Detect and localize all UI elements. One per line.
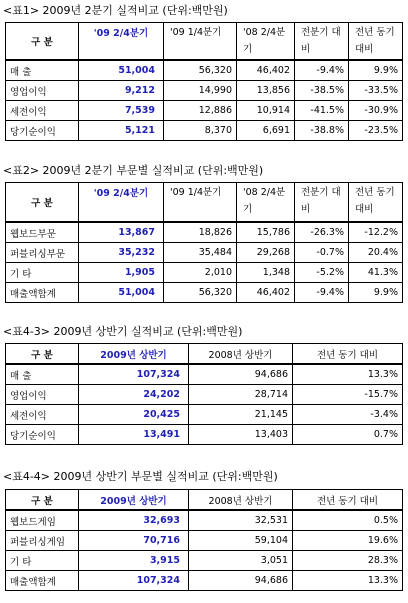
table4-header-row [6, 490, 403, 511]
cell: 18,826 [164, 222, 237, 243]
cell: 32,531 [189, 510, 293, 531]
current-value: 51,004 [79, 283, 164, 303]
row-label: 세전이익 [6, 101, 79, 121]
table1 [5, 22, 403, 141]
table-row [6, 263, 403, 283]
cell: -3.4% [293, 405, 403, 425]
table-row [6, 385, 403, 405]
cell: 6,691 [237, 121, 295, 141]
cell: -26.3% [295, 222, 349, 243]
table2-header-yoy: 전년 동기 대비 [349, 183, 403, 223]
row-label: 세전이익 [6, 405, 79, 425]
row-label: 기 타 [6, 263, 79, 283]
current-value: 20,425 [79, 405, 189, 425]
table-row [6, 364, 403, 385]
table-row [6, 551, 403, 571]
cell: 10,914 [237, 101, 295, 121]
current-value: 35,232 [79, 243, 164, 263]
table-row [6, 243, 403, 263]
cell: 0.5% [293, 510, 403, 531]
table2 [5, 182, 403, 303]
cell: 13.3% [293, 364, 403, 385]
table1-header-current: '09 2/4분기 [79, 23, 164, 61]
cell: -9.4% [295, 60, 349, 81]
cell: 41.3% [349, 263, 403, 283]
cell: -41.5% [295, 101, 349, 121]
cell: 29,268 [237, 243, 295, 263]
table4-header-current: 2009년 상반기 [79, 490, 189, 511]
cell: 28.3% [293, 551, 403, 571]
current-value: 9,212 [79, 81, 164, 101]
cell: -38.5% [295, 81, 349, 101]
table3-header-category: 구 분 [6, 344, 79, 365]
cell: 94,686 [189, 571, 293, 591]
table4-caption: <표4-4> 2009년 상반기 부문별 실적비교 (단위:백만원) [3, 470, 278, 483]
table-row [6, 222, 403, 243]
cell: 46,402 [237, 60, 295, 81]
cell: 0.7% [293, 425, 403, 445]
cell: 46,402 [237, 283, 295, 303]
table3-caption: <표4-3> 2009년 상반기 실적비교 (단위:백만원) [3, 325, 243, 338]
table1-header-row [6, 23, 403, 61]
table3-header-prev: 2008년 상반기 [189, 344, 293, 365]
cell: 9.9% [349, 283, 403, 303]
table-row [6, 81, 403, 101]
cell: 14,990 [164, 81, 237, 101]
cell: 21,145 [189, 405, 293, 425]
table-row [6, 510, 403, 531]
cell: 12,886 [164, 101, 237, 121]
cell: -5.2% [295, 263, 349, 283]
table1-header-yoy: 전년 동기 대비 [349, 23, 403, 61]
current-value: 3,915 [79, 551, 189, 571]
table-row [6, 405, 403, 425]
table1-caption: <표1> 2009년 2분기 실적비교 (단위:백만원) [3, 4, 228, 17]
row-label: 당기순이익 [6, 121, 79, 141]
table-row [6, 425, 403, 445]
table3 [5, 343, 403, 445]
cell: 56,320 [164, 283, 237, 303]
table2-header-prev-quarter: '09 1/4분기 [164, 183, 237, 223]
cell: 19.6% [293, 531, 403, 551]
current-value: 1,905 [79, 263, 164, 283]
cell: 1,348 [237, 263, 295, 283]
current-value: 13,867 [79, 222, 164, 243]
table4-header-category: 구 분 [6, 490, 79, 511]
table2-caption: <표2> 2009년 2분기 부문별 실적비교 (단위:백만원) [3, 164, 264, 177]
current-value: 51,004 [79, 60, 164, 81]
row-label: 매 출 [6, 60, 79, 81]
cell: 20.4% [349, 243, 403, 263]
cell: 9.9% [349, 60, 403, 81]
cell: 35,484 [164, 243, 237, 263]
row-label: 퍼블리싱부문 [6, 243, 79, 263]
table1-header-category: 구 분 [6, 23, 79, 61]
row-label: 웹보드게임 [6, 510, 79, 531]
current-value: 7,539 [79, 101, 164, 121]
cell: 3,051 [189, 551, 293, 571]
table2-header-prev-year: '08 2/4분기 [237, 183, 295, 223]
current-value: 24,202 [79, 385, 189, 405]
row-label: 매출액합계 [6, 571, 79, 591]
table-row [6, 60, 403, 81]
row-label: 매출액합계 [6, 283, 79, 303]
cell: 94,686 [189, 364, 293, 385]
current-value: 5,121 [79, 121, 164, 141]
cell: 13,403 [189, 425, 293, 445]
cell: 28,714 [189, 385, 293, 405]
row-label: 웹보드부문 [6, 222, 79, 243]
table4-header-prev: 2008년 상반기 [189, 490, 293, 511]
table3-header-row [6, 344, 403, 365]
row-label: 영업이익 [6, 81, 79, 101]
cell: 15,786 [237, 222, 295, 243]
current-value: 13,491 [79, 425, 189, 445]
table-row [6, 283, 403, 303]
cell: -9.4% [295, 283, 349, 303]
cell: -15.7% [293, 385, 403, 405]
table-row [6, 531, 403, 551]
cell: -30.9% [349, 101, 403, 121]
cell: 59,104 [189, 531, 293, 551]
table-row [6, 121, 403, 141]
table1-header-prev-quarter: '09 1/4분기 [164, 23, 237, 61]
cell: -0.7% [295, 243, 349, 263]
cell: -38.8% [295, 121, 349, 141]
table-row [6, 101, 403, 121]
table3-header-current: 2009년 상반기 [79, 344, 189, 365]
cell: -23.5% [349, 121, 403, 141]
cell: 8,370 [164, 121, 237, 141]
row-label: 퍼블리싱게임 [6, 531, 79, 551]
cell: 13,856 [237, 81, 295, 101]
table2-header-current: '09 2/4분기 [79, 183, 164, 223]
row-label: 매 출 [6, 364, 79, 385]
cell: -33.5% [349, 81, 403, 101]
table2-header-row [6, 183, 403, 223]
cell: -12.2% [349, 222, 403, 243]
table3-header-yoy: 전년 동기 대비 [293, 344, 403, 365]
cell: 13.3% [293, 571, 403, 591]
current-value: 70,716 [79, 531, 189, 551]
row-label: 기 타 [6, 551, 79, 571]
row-label: 영업이익 [6, 385, 79, 405]
cell: 2,010 [164, 263, 237, 283]
current-value: 107,324 [79, 571, 189, 591]
table4 [5, 489, 403, 591]
current-value: 32,693 [79, 510, 189, 531]
current-value: 107,324 [79, 364, 189, 385]
row-label: 당기순이익 [6, 425, 79, 445]
table2-header-qoq: 전분기 대비 [295, 183, 349, 223]
table-row [6, 571, 403, 591]
table2-header-category: 구 분 [6, 183, 79, 223]
table1-header-prev-year: '08 2/4분기 [237, 23, 295, 61]
table1-header-qoq: 전분기 대비 [295, 23, 349, 61]
table4-header-yoy: 전년 동기 대비 [293, 490, 403, 511]
cell: 56,320 [164, 60, 237, 81]
